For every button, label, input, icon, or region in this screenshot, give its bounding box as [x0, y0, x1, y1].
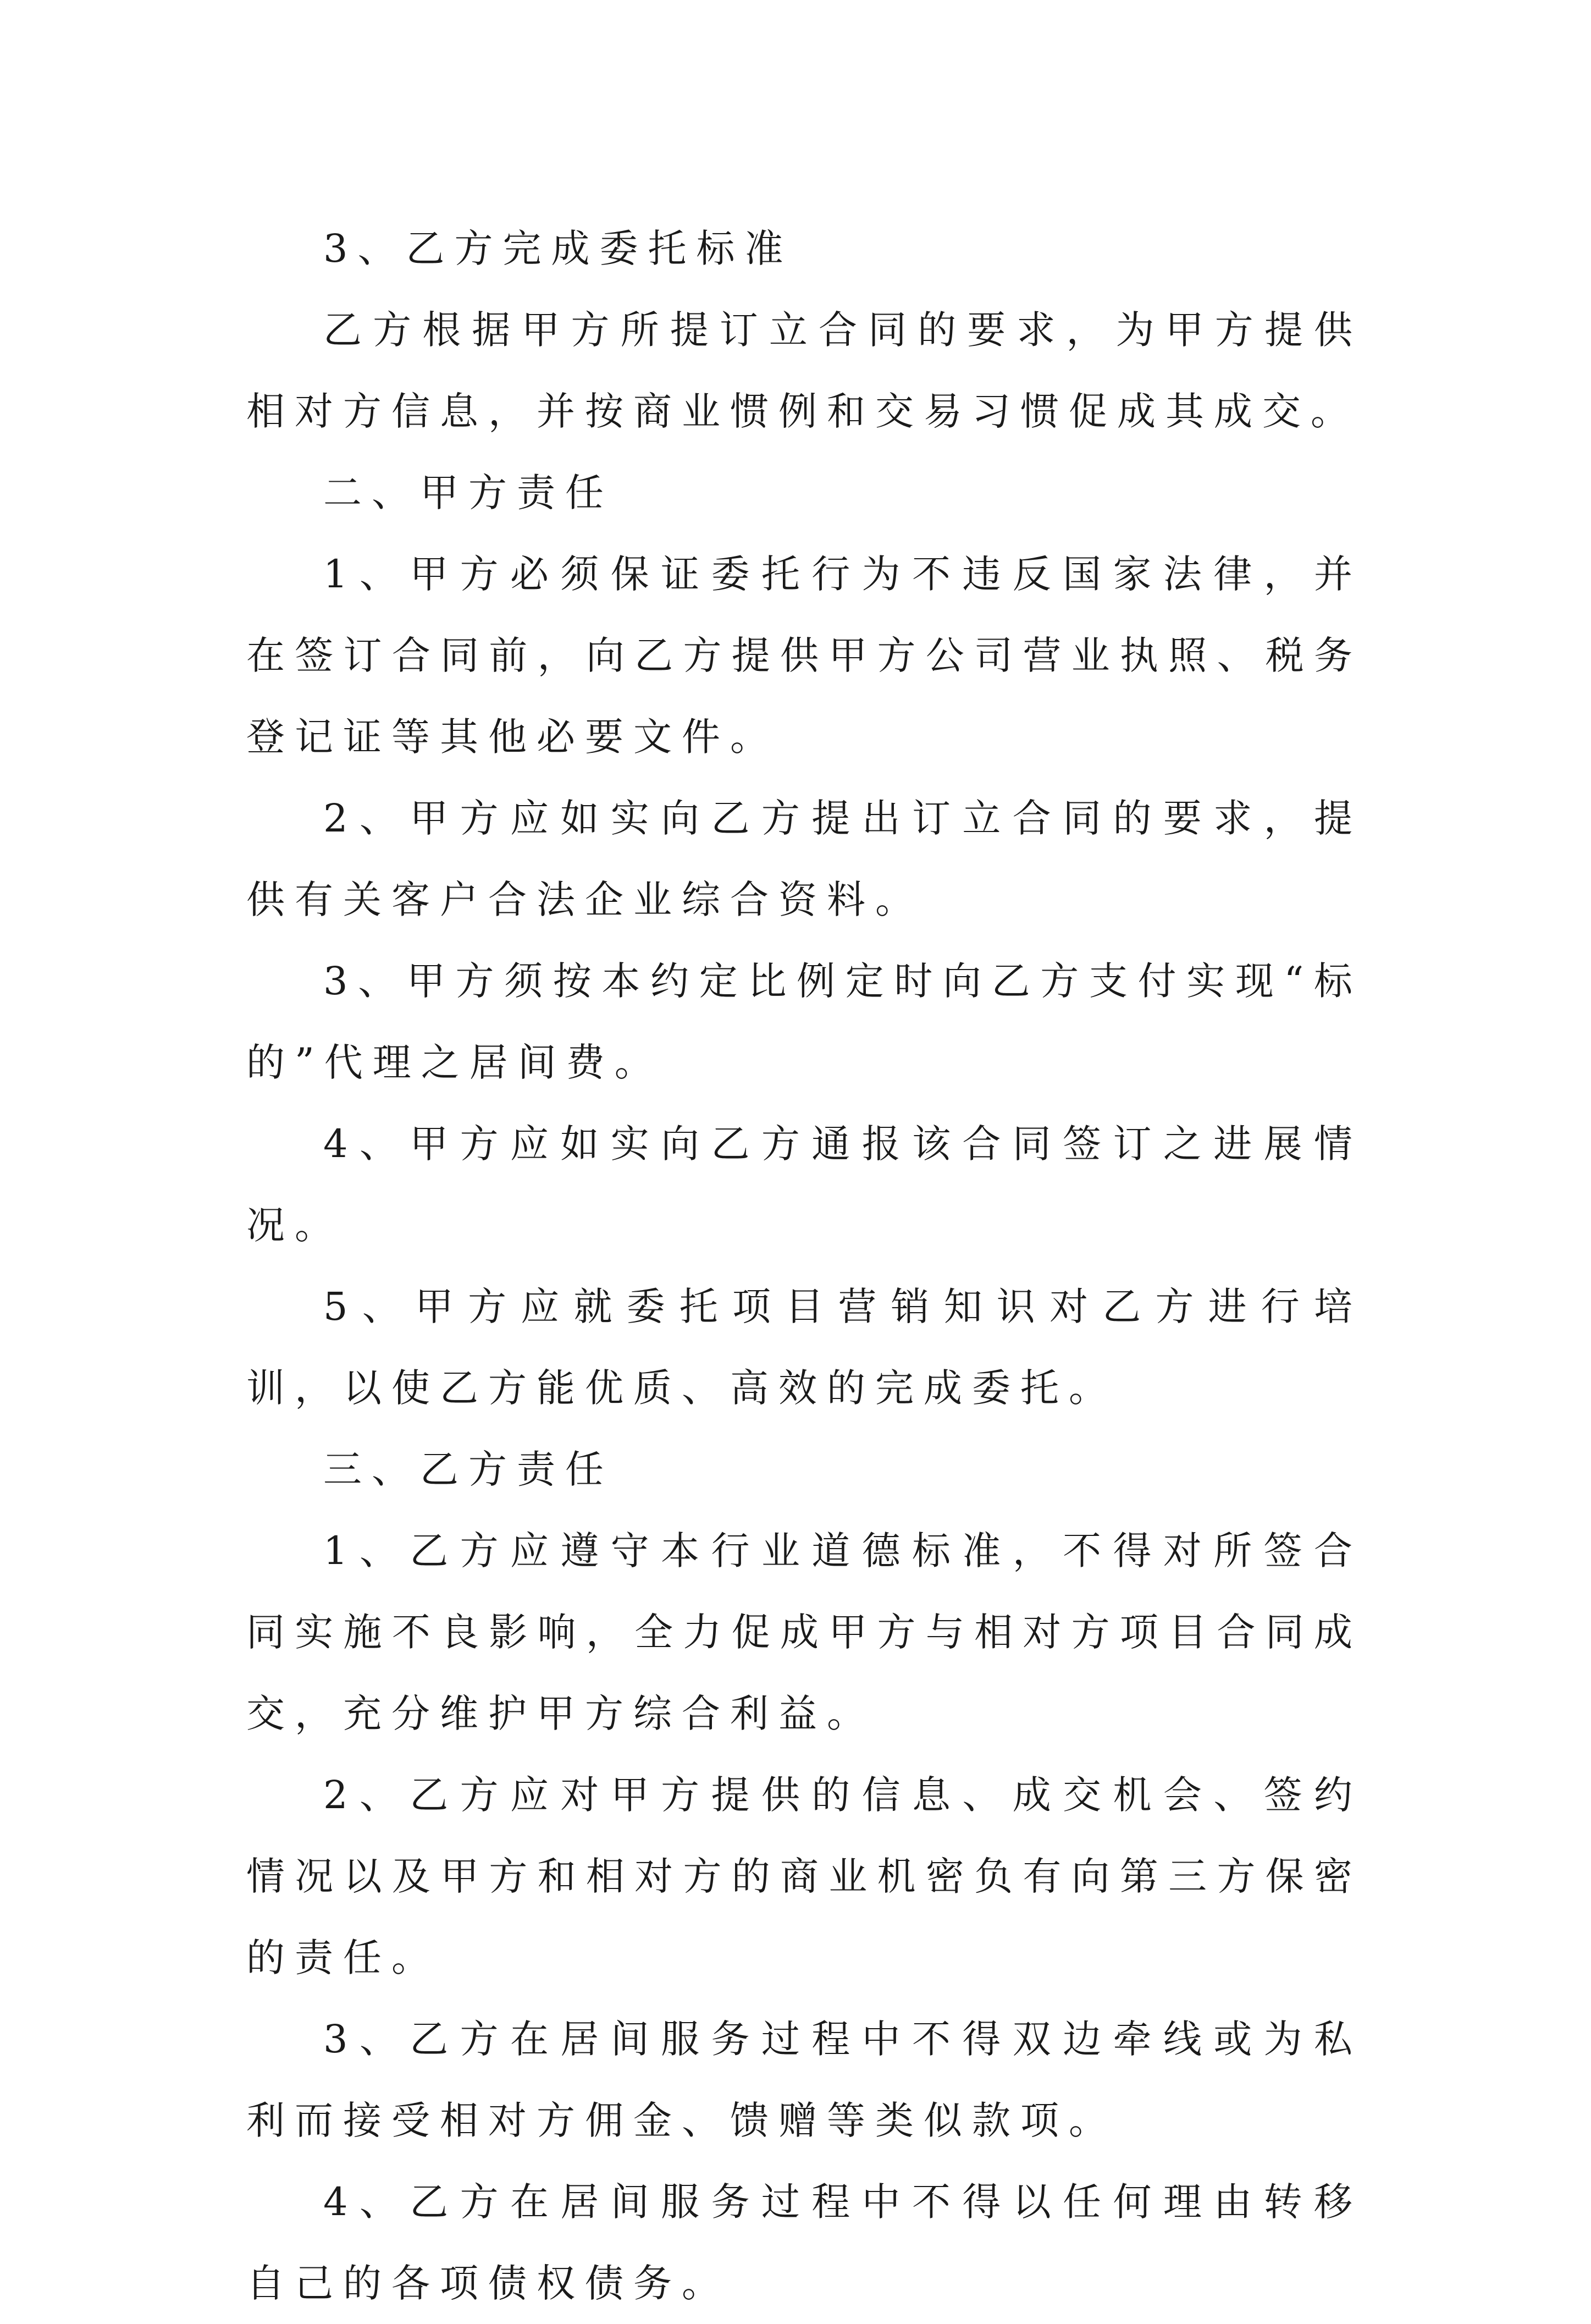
paragraph-party-b-3: 3、乙方在居间服务过程中不得双边牵线或为私利而接受相对方佣金、馈赠等类似款项。 — [246, 2017, 1362, 2143]
paragraph-party-a-4: 4、甲方应如实向乙方通报该合同签订之进展情况。 — [246, 1121, 1362, 1248]
paragraph-party-a-1: 1、甲方必须保证委托行为不违反国家法律，并在签订合同前，向乙方提供甲方公司营业执照、税务登记证等其他必要文件。 — [246, 552, 1362, 759]
paragraph-party-a-5: 5、甲方应就委托项目营销知识对乙方进行培训，以使乙方能优质、高效的完成委托。 — [246, 1284, 1362, 1411]
paragraph-party-b-2: 2、乙方应对甲方提供的信息、成交机会、签约情况以及甲方和相对方的商业机密负有向第三方保密的责任。 — [246, 1772, 1362, 1980]
document-body — [246, 208, 1362, 2324]
paragraph-party-a-3: 3、甲方须按本约定比例定时向乙方支付实现“标的”代理之居间费。 — [246, 959, 1362, 1085]
section-heading-party-a: 二、甲方责任 — [323, 470, 614, 515]
paragraph-party-b-4: 4、乙方在居间服务过程中不得以任何理由转移自己的各项债权债务。 — [246, 2179, 1362, 2306]
paragraph-party-a-2: 2、甲方应如实向乙方提出订立合同的要求，提供有关客户合法企业综合资料。 — [246, 796, 1362, 922]
paragraph-party-b-1: 1、乙方应遵守本行业道德标准，不得对所签合同实施不良影响，全力促成甲方与相对方项目合同成交，充分维护甲方综合利益。 — [246, 1528, 1362, 1736]
paragraph-completion-standard: 乙方根据甲方所提订立合同的要求，为甲方提供相对方信息，并按商业惯例和交易习惯促成其成交。 — [246, 307, 1362, 434]
paragraph-completion-standard-heading: 3、乙方完成委托标准 — [323, 226, 793, 271]
section-heading-party-b: 三、乙方责任 — [323, 1447, 614, 1492]
